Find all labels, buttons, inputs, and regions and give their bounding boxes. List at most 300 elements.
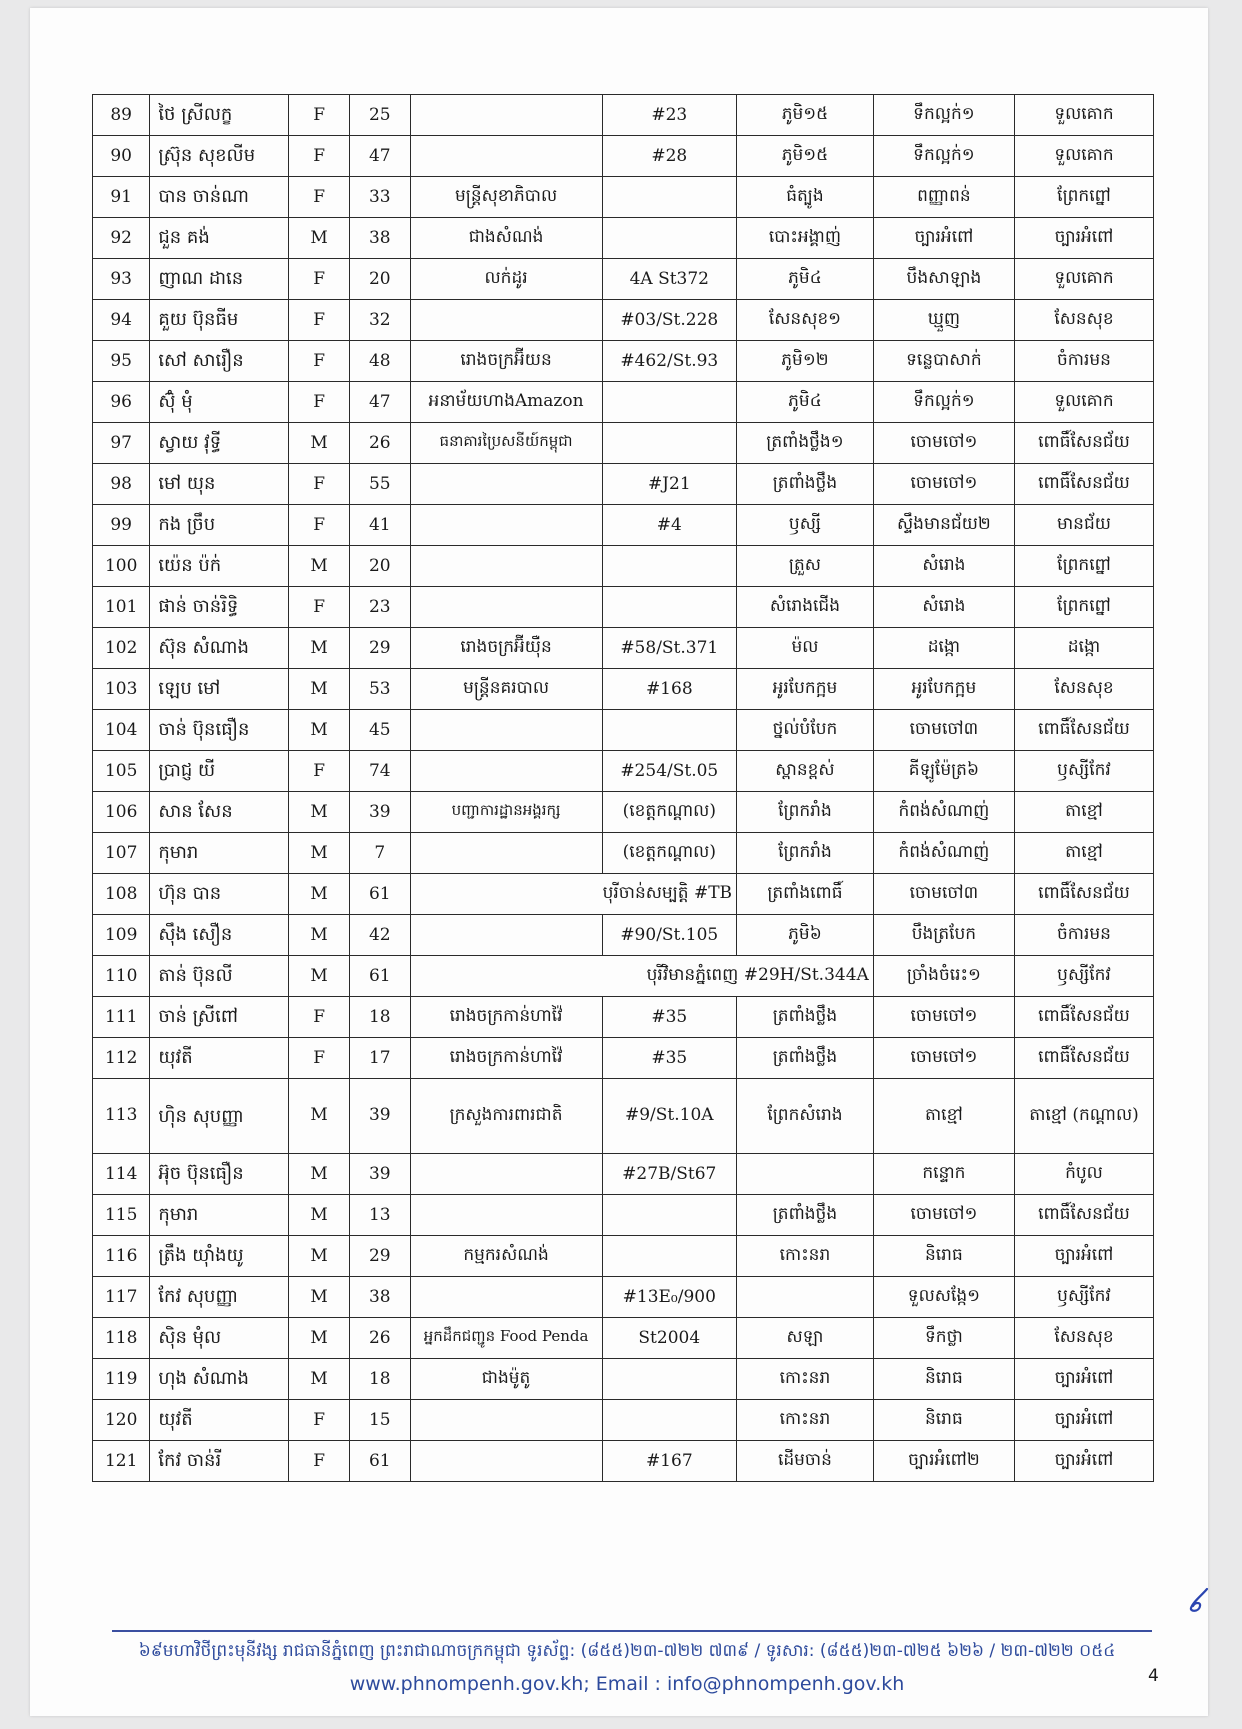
table-row [93, 177, 1154, 218]
cell-person-name: ជួន គង់ [150, 218, 289, 259]
cell-village: ត្រពាំងថ្លឹង១ [737, 423, 874, 464]
table-row [93, 1236, 1154, 1277]
footer-address: ៦៩មហាវិថីព្រះមុនីវង្ស រាជធានីភ្នំពេញ ព្រះរាជាណាចក្រកម្ពុជា ទូរស័ព្ទ: (៨៥៥)២៣-៧២២ ៧៣៩ / ទូរសារ: (៨៥៥)២៣-៧២៥ ៦២៦ / ២៣-៧២២ ០៥៤ [138, 1641, 1116, 1661]
cell-khan: ច្បារអំពៅ [1014, 1359, 1153, 1400]
cell-sex: M [289, 833, 350, 874]
cell-age: 53 [349, 669, 410, 710]
cell-row-number: 98 [93, 464, 150, 505]
cell-row-number: 119 [93, 1359, 150, 1400]
cell-khan: ចំការមន [1014, 341, 1153, 382]
cell-sex: M [289, 956, 350, 997]
table-row [93, 874, 1154, 915]
cell-age: 20 [349, 546, 410, 587]
cell-person-name: ផាន់ ចាន់រិទ្ធិ [150, 587, 289, 628]
footer-divider [112, 1630, 1152, 1632]
cell-village: ភូមិ៤ [737, 259, 874, 300]
cell-sex: F [289, 505, 350, 546]
cell-sangkat: ពញ្ញាពន់ [873, 177, 1014, 218]
cell-age: 39 [349, 1154, 410, 1195]
cell-sex: F [289, 1400, 350, 1441]
table-row [93, 669, 1154, 710]
cell-sex: F [289, 1038, 350, 1079]
cell-age: 32 [349, 300, 410, 341]
cell-occupation [410, 505, 602, 546]
cell-sangkat: ចោមចៅ១ [873, 1038, 1014, 1079]
cell-house-street: #J21 [602, 464, 737, 505]
cell-sex: F [289, 341, 350, 382]
cell-age: 26 [349, 1318, 410, 1359]
table-row [93, 587, 1154, 628]
cell-age: 23 [349, 587, 410, 628]
cell-age: 42 [349, 915, 410, 956]
cell-age: 17 [349, 1038, 410, 1079]
cell-person-name: ឡេប មៅ [150, 669, 289, 710]
cell-house-street: #03/St.228 [602, 300, 737, 341]
cell-sangkat: សំរោង [873, 587, 1014, 628]
cell-occupation [410, 95, 602, 136]
cell-row-number: 116 [93, 1236, 150, 1277]
cell-sangkat: ចោមចៅ១ [873, 997, 1014, 1038]
cell-sangkat: និរោធ [873, 1400, 1014, 1441]
table-row [93, 136, 1154, 177]
cell-house-street [602, 177, 737, 218]
cell-house-street: #90/St.105 [602, 915, 737, 956]
cell-village: សំរោងជើង [737, 587, 874, 628]
table-row [93, 751, 1154, 792]
cell-house-street [602, 1400, 737, 1441]
cell-house-street [602, 1359, 737, 1400]
cell-occupation: មន្ត្រីសុខាភិបាល [410, 177, 602, 218]
cell-khan: ពោធិ៍សែនជ័យ [1014, 464, 1153, 505]
table-row [93, 341, 1154, 382]
cell-sex: M [289, 1236, 350, 1277]
cell-sangkat: អូរបែកក្អម [873, 669, 1014, 710]
cell-row-number: 112 [93, 1038, 150, 1079]
cell-age: 38 [349, 1277, 410, 1318]
cell-occupation [410, 710, 602, 751]
cell-village: សឡា [737, 1318, 874, 1359]
cell-row-number: 109 [93, 915, 150, 956]
cell-house-street: #4 [602, 505, 737, 546]
cell-khan: ទួលគោក [1014, 259, 1153, 300]
cell-house-street: #13E₀/900 [602, 1277, 737, 1318]
cell-row-number: 104 [93, 710, 150, 751]
cell-sangkat: គីឡូម៉ែត្រ៦ [873, 751, 1014, 792]
cell-person-name: តាន់ ប៊ុនលី [150, 956, 289, 997]
table-body [93, 95, 1154, 1482]
cell-village: ត្រពាំងថ្លឹង [737, 1195, 874, 1236]
cell-khan: មានជ័យ [1014, 505, 1153, 546]
cell-sangkat: ឃ្មួញ [873, 300, 1014, 341]
cell-age: 25 [349, 95, 410, 136]
table-row [93, 1318, 1154, 1359]
cell-house-street: #27B/St67 [602, 1154, 737, 1195]
cell-occupation: លក់ដូរ [410, 259, 602, 300]
cell-khan: ព្រែកព្នៅ [1014, 587, 1153, 628]
table-row [93, 95, 1154, 136]
cell-occupation: បុរីចាន់សម្បត្តិ #TB [410, 874, 736, 915]
cell-person-name: សៅ សារឿន [150, 341, 289, 382]
cell-occupation: រោងចក្រកាន់ហាវ៉ៃ [410, 997, 602, 1038]
cell-house-street [602, 587, 737, 628]
cell-house-street: #23 [602, 95, 737, 136]
cell-sangkat: ច្បារអំពៅ [873, 218, 1014, 259]
table-row [93, 915, 1154, 956]
cell-khan: ព្រែកព្នៅ [1014, 177, 1153, 218]
cell-occupation: ជាងសំណង់ [410, 218, 602, 259]
cell-khan: ទួលគោក [1014, 136, 1153, 177]
cell-village: ព្រែករាំង [737, 833, 874, 874]
cell-khan: ច្បារអំពៅ [1014, 218, 1153, 259]
cell-row-number: 99 [93, 505, 150, 546]
table-row [93, 1079, 1154, 1154]
cell-khan: តាខ្មៅ [1014, 833, 1153, 874]
cell-age: 29 [349, 628, 410, 669]
cell-village: ម៉ល [737, 628, 874, 669]
patient-table [92, 94, 1154, 1482]
cell-village: ព្រែកសំរោង [737, 1079, 874, 1154]
table-row [93, 1154, 1154, 1195]
cell-person-name: កែវ សុបញ្ញា [150, 1277, 289, 1318]
cell-village: ត្រពាំងថ្លឹង [737, 997, 874, 1038]
cell-age: 47 [349, 382, 410, 423]
cell-age: 33 [349, 177, 410, 218]
cell-occupation [410, 136, 602, 177]
cell-sangkat: ច្បារអំពៅ២ [873, 1441, 1014, 1482]
cell-house-street: #58/St.371 [602, 628, 737, 669]
cell-house-street: #35 [602, 1038, 737, 1079]
cell-sex: F [289, 259, 350, 300]
table-row [93, 1441, 1154, 1482]
cell-person-name: កុមារា [150, 833, 289, 874]
cell-sangkat: ដង្កោ [873, 628, 1014, 669]
cell-row-number: 120 [93, 1400, 150, 1441]
cell-sangkat: ច្រាំងចំរេះ១ [873, 956, 1014, 997]
cell-sangkat: ទឹកថ្លា [873, 1318, 1014, 1359]
cell-age: 47 [349, 136, 410, 177]
cell-person-name: ស៊ិន មុំល [150, 1318, 289, 1359]
table-row [93, 997, 1154, 1038]
cell-row-number: 117 [93, 1277, 150, 1318]
cell-village: ស្ពានខ្ពស់ [737, 751, 874, 792]
cell-sex: F [289, 136, 350, 177]
cell-person-name: គួយ ប៊ុនធីម [150, 300, 289, 341]
cell-village: ភូមិ១៥ [737, 136, 874, 177]
cell-sangkat: តាខ្មៅ [873, 1079, 1014, 1154]
table-row [93, 1277, 1154, 1318]
cell-age: 45 [349, 710, 410, 751]
cell-khan: ច្បារអំពៅ [1014, 1441, 1153, 1482]
cell-khan: ឫស្សីកែវ [1014, 1277, 1153, 1318]
cell-person-name: ប្រាជ្ញ យី [150, 751, 289, 792]
cell-house-street [602, 710, 737, 751]
cell-person-name: កង ច្រឹប [150, 505, 289, 546]
table-row [93, 382, 1154, 423]
cell-sangkat: ទន្លេបាសាក់ [873, 341, 1014, 382]
cell-person-name: កែវ ចាន់រី [150, 1441, 289, 1482]
cell-village: ថ្នល់បំបែក [737, 710, 874, 751]
cell-sex: M [289, 1079, 350, 1154]
cell-village: ត្រួស [737, 546, 874, 587]
cell-village: ត្រពាំងពោធិ៍ [737, 874, 874, 915]
cell-sangkat: និរោធ [873, 1236, 1014, 1277]
cell-row-number: 107 [93, 833, 150, 874]
cell-occupation [410, 1277, 602, 1318]
cell-row-number: 105 [93, 751, 150, 792]
cell-person-name: ហ៊ិន សុបញ្ញា [150, 1079, 289, 1154]
cell-row-number: 113 [93, 1079, 150, 1154]
cell-house-street [602, 218, 737, 259]
cell-sex: F [289, 587, 350, 628]
cell-village: សែនសុខ១ [737, 300, 874, 341]
cell-row-number: 91 [93, 177, 150, 218]
table-row [93, 956, 1154, 997]
cell-occupation: អនាម័យហាងAmazon [410, 382, 602, 423]
cell-occupation: រោងចក្រអ៊ីយ៉ឺន [410, 628, 602, 669]
cell-row-number: 95 [93, 341, 150, 382]
cell-village: កោះនរា [737, 1400, 874, 1441]
cell-row-number: 96 [93, 382, 150, 423]
cell-age: 48 [349, 341, 410, 382]
cell-row-number: 121 [93, 1441, 150, 1482]
cell-person-name: សាន សែន [150, 792, 289, 833]
cell-khan: ពោធិ៍សែនជ័យ [1014, 997, 1153, 1038]
cell-occupation [410, 915, 602, 956]
cell-sangkat: ចោមចៅ១ [873, 464, 1014, 505]
cell-house-street [602, 1195, 737, 1236]
handwritten-mark-icon [1185, 1586, 1213, 1614]
cell-village: អូរបែកក្អម [737, 669, 874, 710]
cell-sangkat: ទឹកល្អក់១ [873, 95, 1014, 136]
cell-person-name: មៅ យុន [150, 464, 289, 505]
cell-khan: ពោធិ៍សែនជ័យ [1014, 874, 1153, 915]
cell-occupation: រោងចក្រកាន់ហាវ៉ៃ [410, 1038, 602, 1079]
table-row [93, 1359, 1154, 1400]
cell-house-street: (ខេត្តកណ្តាល) [602, 833, 737, 874]
cell-village: ធំត្បូង [737, 177, 874, 218]
cell-sangkat: បឹងត្របែក [873, 915, 1014, 956]
cell-occupation: ក្រសួងការពារជាតិ [410, 1079, 602, 1154]
cell-occupation: បុរីវិមានភ្នំពេញ #29H/St.344A [410, 956, 873, 997]
cell-occupation [410, 546, 602, 587]
cell-sangkat: ចោមចៅ១ [873, 423, 1014, 464]
cell-row-number: 114 [93, 1154, 150, 1195]
cell-occupation [410, 1441, 602, 1482]
cell-age: 29 [349, 1236, 410, 1277]
cell-sex: M [289, 218, 350, 259]
cell-sangkat: សំរោង [873, 546, 1014, 587]
cell-village: ត្រពាំងថ្លឹង [737, 1038, 874, 1079]
cell-age: 61 [349, 956, 410, 997]
cell-occupation [410, 1195, 602, 1236]
page-number: 4 [1148, 1666, 1159, 1686]
table-row [93, 710, 1154, 751]
cell-khan: សែនសុខ [1014, 1318, 1153, 1359]
cell-row-number: 94 [93, 300, 150, 341]
table-row [93, 1038, 1154, 1079]
table-row [93, 833, 1154, 874]
cell-sex: M [289, 423, 350, 464]
cell-village [737, 1277, 874, 1318]
cell-khan: ឫស្សីកែវ [1014, 751, 1153, 792]
cell-khan: ពោធិ៍សែនជ័យ [1014, 710, 1153, 751]
table-row [93, 300, 1154, 341]
cell-person-name: យុវតី [150, 1400, 289, 1441]
cell-person-name: ត្រឹង យ៉ាំងយូ [150, 1236, 289, 1277]
cell-person-name: ស៊្រុន សុខលីម [150, 136, 289, 177]
cell-person-name: ថៃ ស្រីលក្ខ [150, 95, 289, 136]
table-row [93, 218, 1154, 259]
cell-age: 26 [349, 423, 410, 464]
cell-age: 61 [349, 1441, 410, 1482]
cell-sex: F [289, 382, 350, 423]
cell-sex: F [289, 464, 350, 505]
table-row [93, 1400, 1154, 1441]
cell-sex: M [289, 874, 350, 915]
footer-web-contact[interactable]: www.phnompenh.gov.kh; Email : info@phnompenh.gov.kh [349, 1673, 905, 1695]
cell-sangkat: និរោធ [873, 1359, 1014, 1400]
cell-occupation [410, 1400, 602, 1441]
cell-sangkat: កំពង់សំណាញ់ [873, 792, 1014, 833]
cell-occupation [410, 587, 602, 628]
cell-khan: សែនសុខ [1014, 669, 1153, 710]
cell-khan: ពោធិ៍សែនជ័យ [1014, 1038, 1153, 1079]
cell-village: បោះអង្គាញ់ [737, 218, 874, 259]
cell-khan: កំបូល [1014, 1154, 1153, 1195]
cell-age: 74 [349, 751, 410, 792]
cell-age: 7 [349, 833, 410, 874]
cell-age: 41 [349, 505, 410, 546]
cell-khan: ឫស្សីកែវ [1014, 956, 1153, 997]
table-row [93, 1195, 1154, 1236]
cell-row-number: 90 [93, 136, 150, 177]
table-row [93, 259, 1154, 300]
cell-person-name: កុមារា [150, 1195, 289, 1236]
cell-row-number: 100 [93, 546, 150, 587]
cell-row-number: 106 [93, 792, 150, 833]
cell-khan: ច្បារអំពៅ [1014, 1400, 1153, 1441]
table-row [93, 546, 1154, 587]
cell-khan: ច្បារអំពៅ [1014, 1236, 1153, 1277]
cell-age: 15 [349, 1400, 410, 1441]
table-row [93, 628, 1154, 669]
cell-row-number: 92 [93, 218, 150, 259]
cell-sex: M [289, 792, 350, 833]
cell-village: ដើមចាន់ [737, 1441, 874, 1482]
cell-age: 13 [349, 1195, 410, 1236]
cell-row-number: 103 [93, 669, 150, 710]
cell-occupation: កម្មករសំណង់ [410, 1236, 602, 1277]
cell-sex: M [289, 1195, 350, 1236]
cell-occupation [410, 300, 602, 341]
cell-house-street [602, 546, 737, 587]
cell-village: ភូមិ១៥ [737, 95, 874, 136]
cell-row-number: 115 [93, 1195, 150, 1236]
cell-sex: F [289, 177, 350, 218]
cell-sangkat: ចោមចៅ៣ [873, 710, 1014, 751]
cell-person-name: ហុង សំណាង [150, 1359, 289, 1400]
cell-house-street: #254/St.05 [602, 751, 737, 792]
cell-house-street: 4A St372 [602, 259, 737, 300]
cell-age: 18 [349, 997, 410, 1038]
cell-sex: M [289, 628, 350, 669]
cell-occupation: ធនាគារប្រៃសនីយ៍កម្ពុជា [410, 423, 602, 464]
cell-khan: ពោធិ៍សែនជ័យ [1014, 1195, 1153, 1236]
cell-person-name: ចាន់ ស្រីពៅ [150, 997, 289, 1038]
cell-sex: M [289, 710, 350, 751]
cell-village: កោះនរា [737, 1359, 874, 1400]
cell-sex: M [289, 1154, 350, 1195]
cell-village: កោះនរា [737, 1236, 874, 1277]
cell-village: ភូមិ៦ [737, 915, 874, 956]
table-row [93, 505, 1154, 546]
cell-row-number: 108 [93, 874, 150, 915]
cell-khan: តាខ្មៅ (កណ្តាល) [1014, 1079, 1153, 1154]
cell-person-name: ហ៊ុន បាន [150, 874, 289, 915]
cell-age: 61 [349, 874, 410, 915]
patient-table-wrapper [92, 94, 1154, 1482]
cell-person-name: យុវតី [150, 1038, 289, 1079]
cell-sex: F [289, 751, 350, 792]
cell-occupation [410, 464, 602, 505]
cell-sangkat: កន្ទោក [873, 1154, 1014, 1195]
letterhead-footer [82, 1630, 1172, 1695]
table-row [93, 464, 1154, 505]
cell-row-number: 102 [93, 628, 150, 669]
cell-person-name: យ៉េន ប៉ក់ [150, 546, 289, 587]
cell-row-number: 118 [93, 1318, 150, 1359]
cell-village [737, 1154, 874, 1195]
cell-person-name: ស្វាយ វុទ្ធី [150, 423, 289, 464]
cell-village: ភូមិ១២ [737, 341, 874, 382]
cell-house-street [602, 382, 737, 423]
cell-age: 18 [349, 1359, 410, 1400]
cell-sex: M [289, 669, 350, 710]
cell-khan: ទួលគោក [1014, 382, 1153, 423]
cell-person-name: ស៊ឹង សឿន [150, 915, 289, 956]
cell-sex: M [289, 546, 350, 587]
cell-house-street: #462/St.93 [602, 341, 737, 382]
cell-occupation: រោងចក្រអ៊ីយន [410, 341, 602, 382]
cell-age: 20 [349, 259, 410, 300]
cell-village: ឫស្សី [737, 505, 874, 546]
cell-age: 39 [349, 1079, 410, 1154]
cell-sangkat: កំពង់សំណាញ់ [873, 833, 1014, 874]
cell-row-number: 110 [93, 956, 150, 997]
cell-row-number: 89 [93, 95, 150, 136]
cell-house-street: St2004 [602, 1318, 737, 1359]
cell-village: ត្រពាំងថ្លឹង [737, 464, 874, 505]
cell-occupation: បញ្ជាការដ្ឋានអង្គរក្ស [410, 792, 602, 833]
cell-sangkat: ទឹកល្អក់១ [873, 382, 1014, 423]
cell-house-street [602, 423, 737, 464]
cell-khan: ដង្កោ [1014, 628, 1153, 669]
cell-row-number: 101 [93, 587, 150, 628]
cell-occupation [410, 1154, 602, 1195]
cell-sex: M [289, 915, 350, 956]
cell-khan: សែនសុខ [1014, 300, 1153, 341]
cell-house-street: #168 [602, 669, 737, 710]
cell-house-street: #28 [602, 136, 737, 177]
cell-sex: M [289, 1359, 350, 1400]
cell-khan: ចំការមន [1014, 915, 1153, 956]
cell-sangkat: ស្ទឹងមានជ័យ២ [873, 505, 1014, 546]
cell-khan: ពោធិ៍សែនជ័យ [1014, 423, 1153, 464]
cell-person-name: ស៊ុំ មុំ [150, 382, 289, 423]
cell-occupation: ជាងម៉ូតូ [410, 1359, 602, 1400]
cell-sangkat: ចោមចៅ៣ [873, 874, 1014, 915]
cell-sangkat: បឹងសាឡាង [873, 259, 1014, 300]
